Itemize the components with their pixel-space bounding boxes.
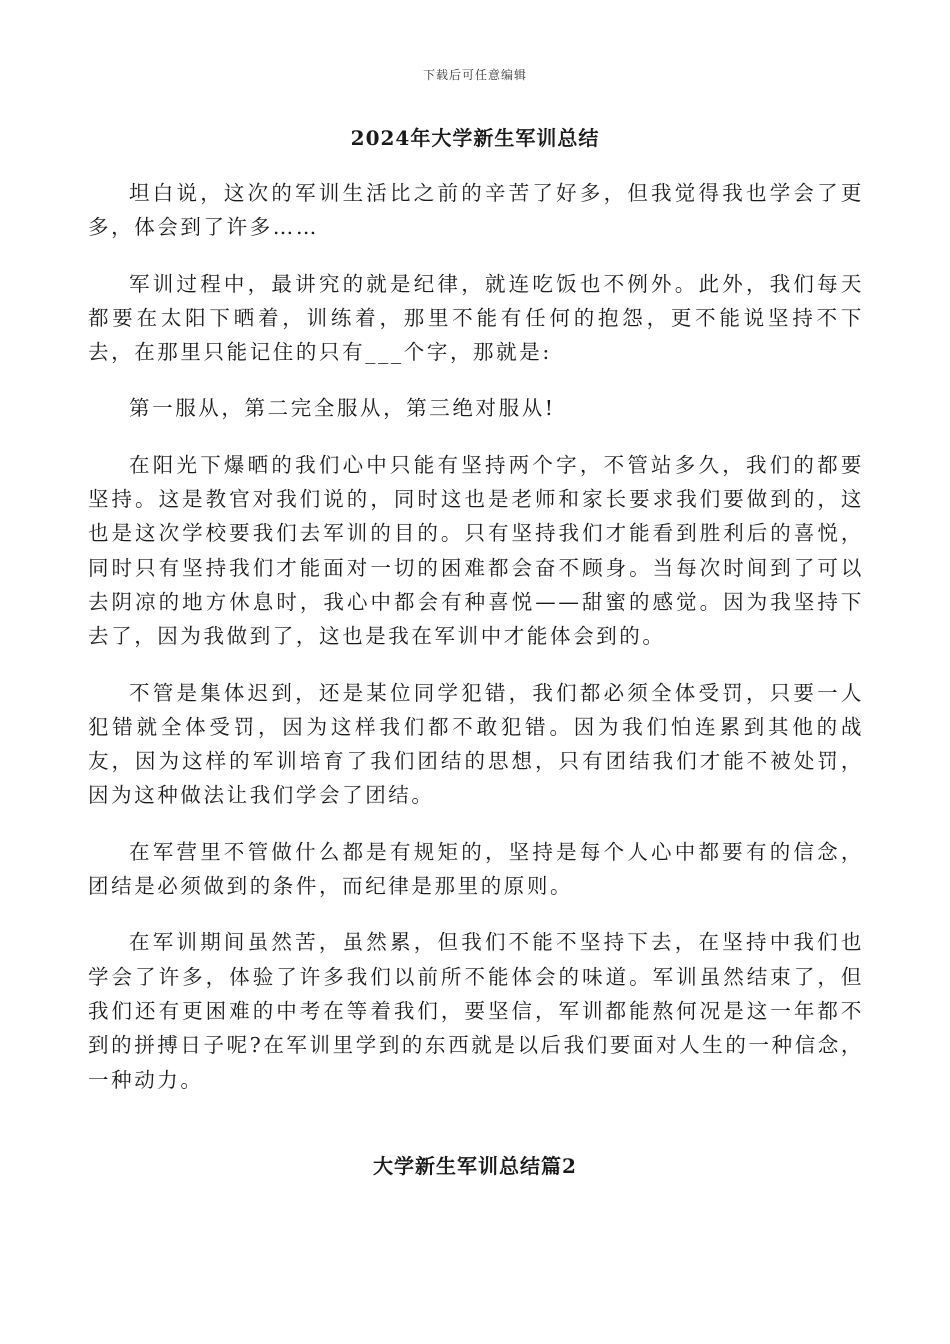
paragraph: 军训过程中，最讲究的就是纪律，就连吃饭也不例外。此外，我们每天都要在太阳下晒着，训练着，那里不能有任何的抱怨，更不能说坚持不下去，在那里只能记住的只有___个字，那就是: [88,271,864,365]
paragraph: 在阳光下爆晒的我们心中只能有坚持两个字，不管站多久，我们的都要坚持。这是教官对我们说的，同时这也是老师和家长要求我们要做到的，这也是这次学校要我们去军训的目的。只有坚持我们才能看到胜利后的喜悦，同时只有坚持我们才能面对一切的困难都会奋不顾身。当每次时间到了可以去阴凉的地方休息时，我心中都会有种喜悦——甜蜜的感觉。因为我坚持下去了，因为我做到了，这也是我在军训中才能体会到的。 [88,452,864,649]
paragraph: 坦白说，这次的军训生活比之前的辛苦了好多，但我觉得我也学会了更多，体会到了许多…… [88,181,864,240]
paragraph: 在军营里不管做什么都是有规矩的，坚持是每个人心中都要有的信念，团结是必须做到的条件，而纪律是那里的原则。 [88,839,864,899]
header-note: 下载后可任意编辑 [422,68,527,82]
paragraph: 在军训期间虽然苦，虽然累，但我们不能不坚持下去，在坚持中我们也学会了许多，体验了许多我们以前所不能体会的味道。军训虽然结束了，但我们还有更困难的中考在等着我们，要坚信，军训都能熬何况是这一年都不到的拼搏日子呢?在军训里学到的东西就是以后我们要面对人生的一种信念，一种动力。 [88,930,864,1092]
paragraph: 不管是集体迟到，还是某位同学犯错，我们都必须全体受罚，只要一人犯错就全体受罚，因为这样我们都不敢犯错。因为我们怕连累到其他的战友，因为这样的军训培育了我们团结的思想，只有团结我们才能不被处罚，因为这种做法让我们学会了团结。 [88,680,864,808]
section-title: 大学新生军训总结篇2 [373,1154,577,1178]
paragraph: 第一服从，第二完全服从，第三绝对服从! [129,396,556,421]
document-body [88,176,864,1119]
document-title: 2024年大学新生军训总结 [350,126,600,150]
